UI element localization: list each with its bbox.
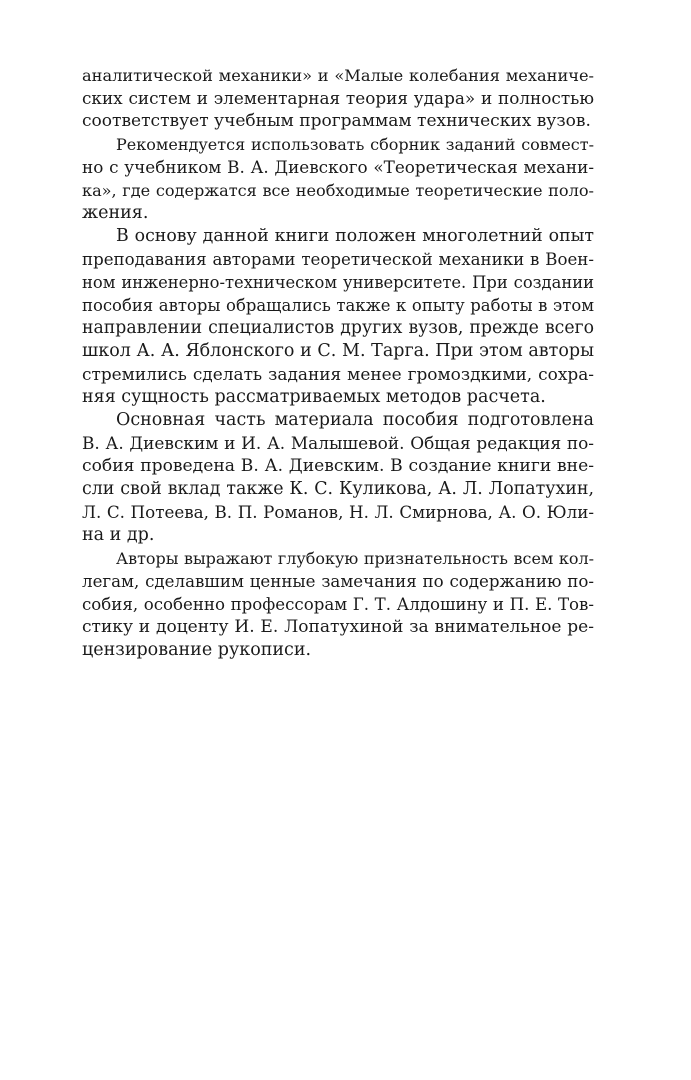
text-line: В основу данной книги положен многолетний опыт — [116, 226, 594, 246]
text-line: цензирование рукописи. — [82, 640, 312, 660]
text-line: пособия авторы обращались также к опыту работы в этом — [82, 296, 594, 315]
text-line: но с учебником В. А. Диевского «Теоретическая механи- — [82, 157, 594, 177]
paragraph-recommendation — [82, 133, 594, 225]
text-line: сли свой вклад также К. С. Куликова, А. Л. Лопатухин, — [82, 479, 594, 499]
text-line: легам, сделавшим ценные замечания по содержанию по- — [82, 572, 594, 591]
text-line: В. А. Диевским и И. А. Малышевой. Общая редакция по- — [82, 433, 594, 453]
text-line: ном инженерно-техническом университете. При создании — [82, 273, 594, 292]
text-line: направлении специалистов других вузов, прежде всего — [82, 318, 594, 338]
text-line: школ А. А. Яблонского и С. М. Тарга. При этом авторы — [82, 341, 594, 361]
text-line: стику и доценту И. Е. Лопатухиной за внимательное ре- — [82, 617, 594, 637]
paragraph-continuation — [82, 64, 594, 133]
text-line: соответствует учебным программам технических вузов. — [82, 111, 591, 131]
text-line: жения. — [82, 203, 149, 223]
text-line: ских систем и элементарная теория удара» и полностью — [82, 88, 594, 108]
text-line: аналитической механики» и «Малые колебания механиче- — [82, 66, 594, 85]
paragraph-acknowledgements — [82, 547, 594, 662]
text-line: собия, особенно профессорам Г. Т. Алдошину и П. Е. Тов- — [82, 595, 594, 614]
page-body — [82, 64, 594, 662]
text-line: преподавания авторами теоретической механики в Воен- — [82, 250, 594, 269]
text-line: няя сущность рассматриваемых методов расчета. — [82, 387, 546, 407]
text-line: ка», где содержатся все необходимые теоретические поло- — [82, 181, 594, 200]
text-line: Авторы выражают глубокую признательность всем кол- — [116, 549, 594, 568]
text-line: на и др. — [82, 525, 155, 545]
paragraph-authorship — [82, 409, 594, 547]
text-line: стремились сделать задания менее громоздкими, сохра- — [82, 364, 594, 384]
text-line: собия проведена В. А. Диевским. В создание книги вне- — [82, 456, 594, 476]
text-line: Рекомендуется использовать сборник заданий совмест- — [116, 135, 594, 154]
paragraph-experience — [82, 225, 594, 409]
text-line: Основная часть материала пособия подготовлена — [116, 410, 594, 430]
text-line: Л. С. Потеева, В. П. Романов, Н. Л. Смирнова, А. О. Юли- — [82, 502, 594, 522]
